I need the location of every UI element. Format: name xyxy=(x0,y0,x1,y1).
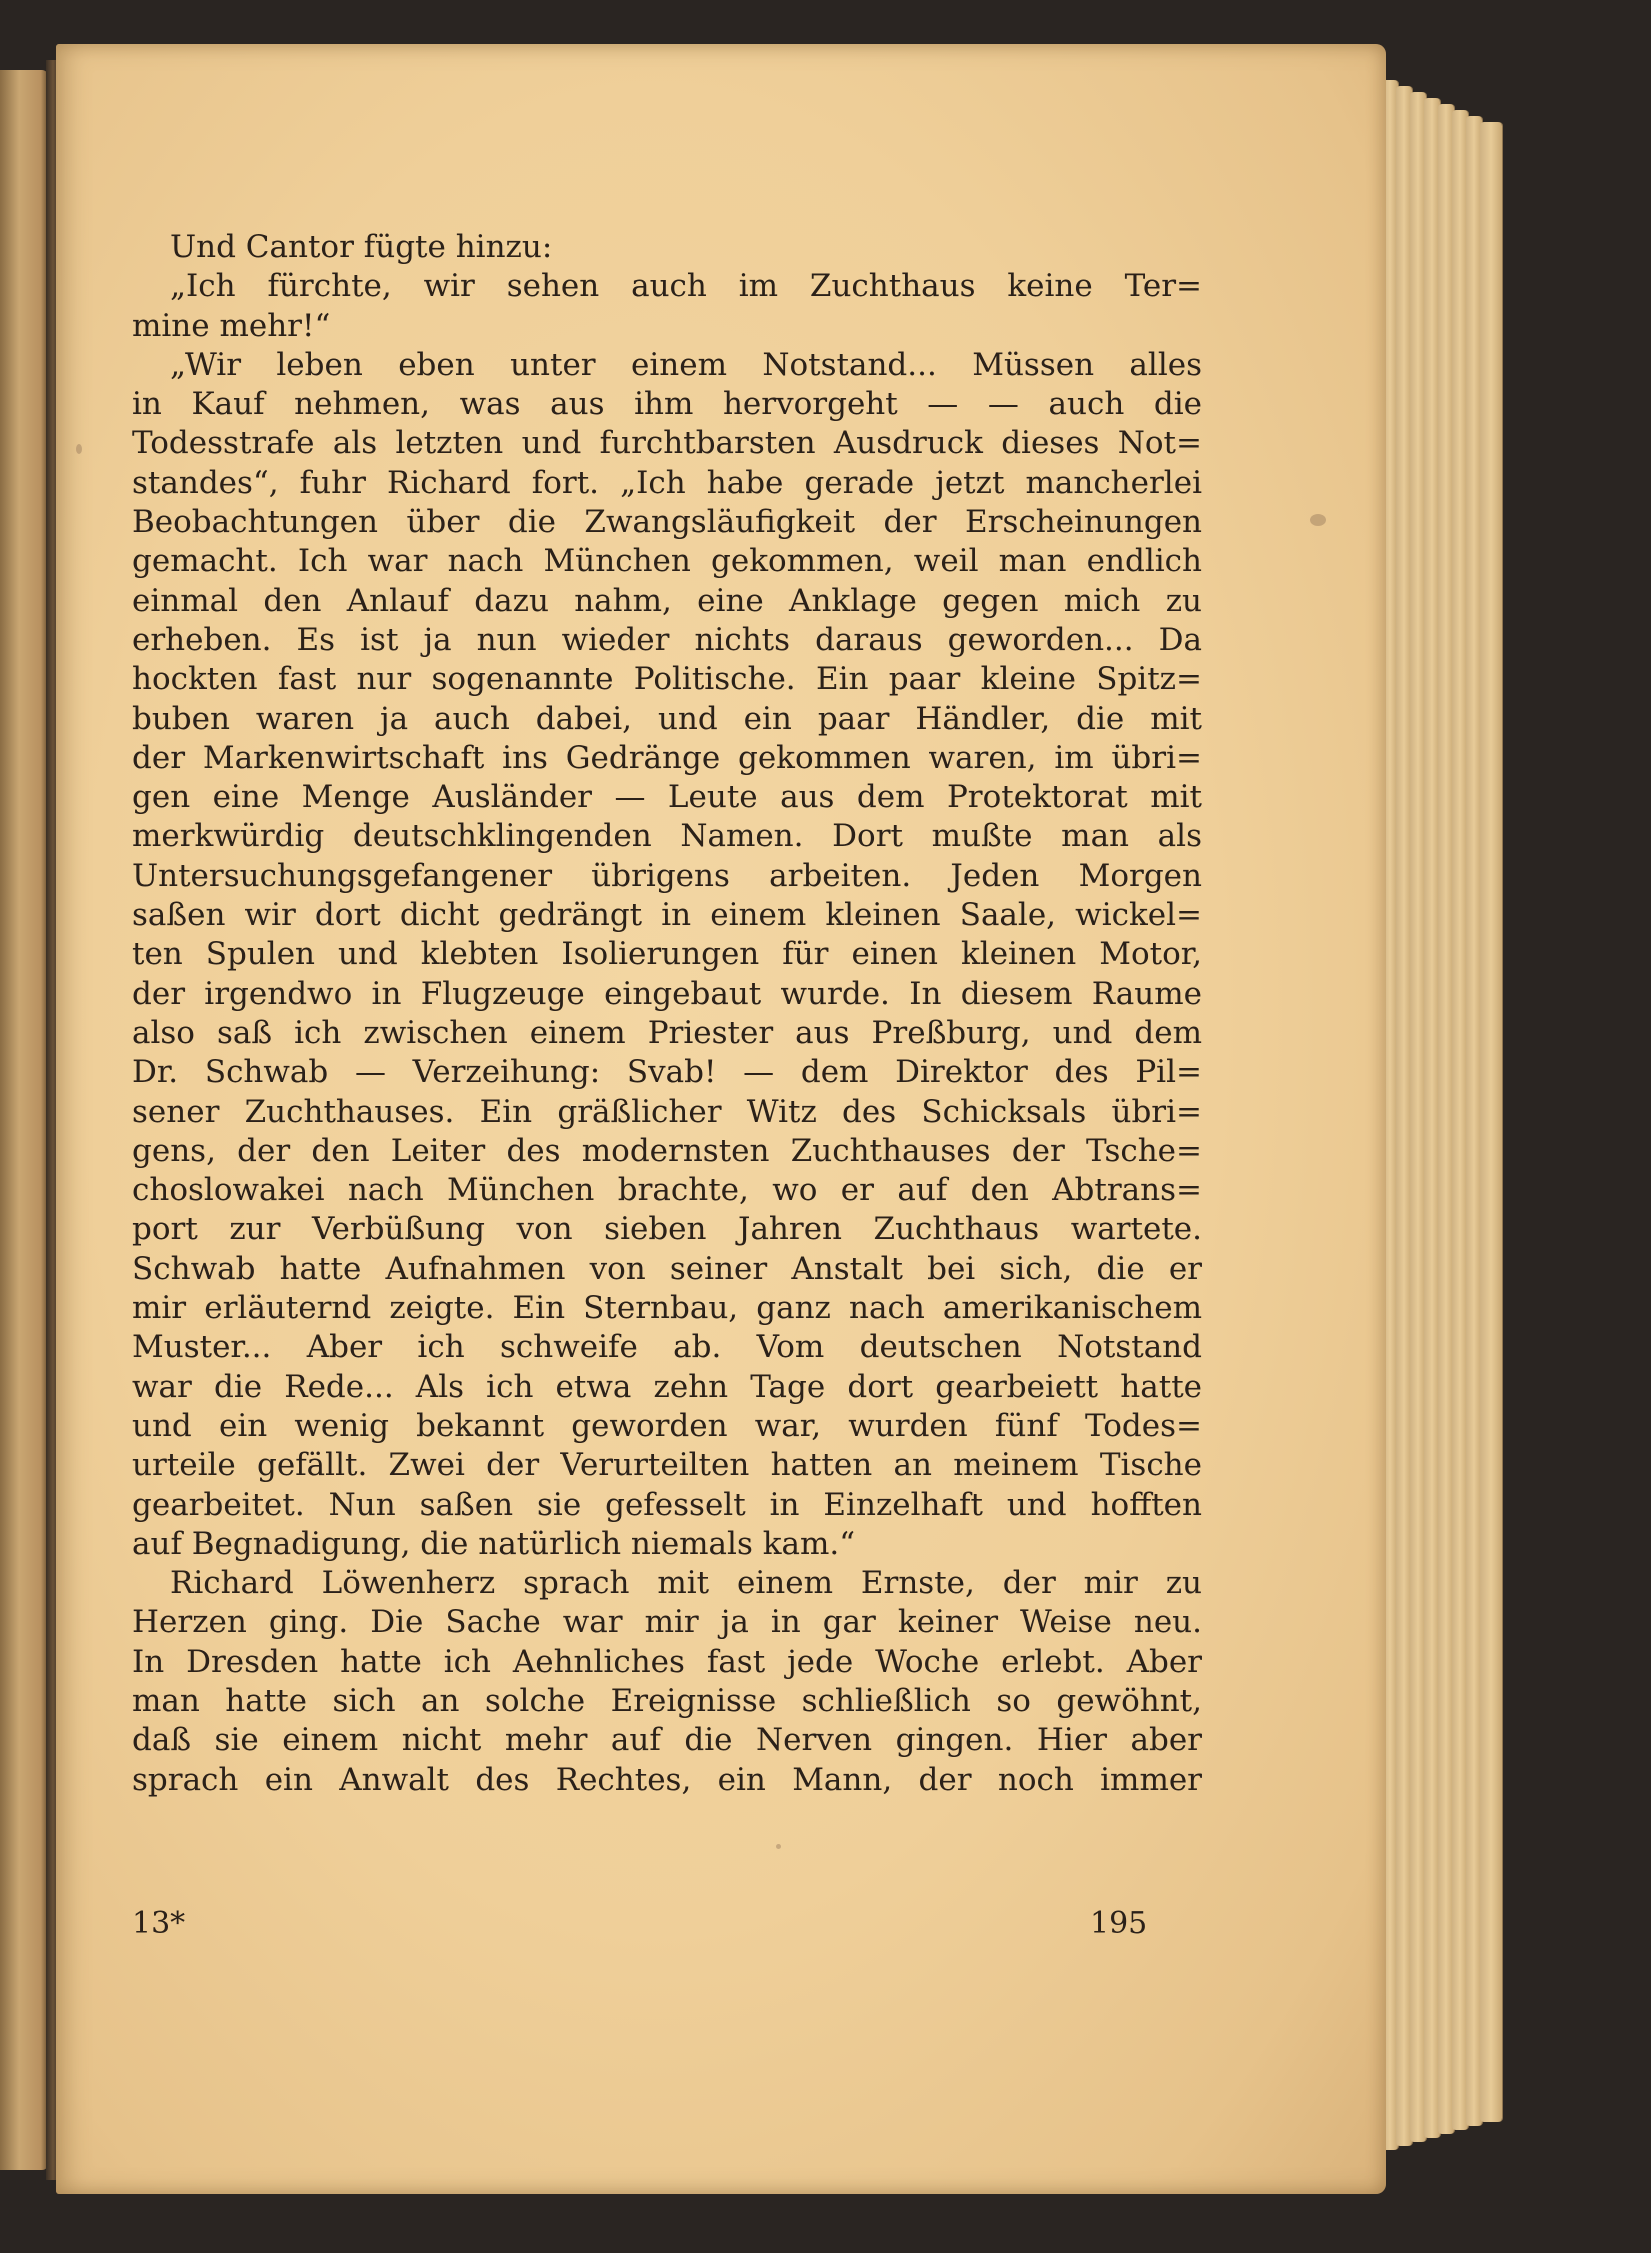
text-line: urteile gefällt. Zwei der Verurteilten hatten an meinem Tische xyxy=(132,1447,1202,1484)
text-line: standes“, fuhr Richard fort. „Ich habe gerade jetzt mancherlei xyxy=(132,464,1202,501)
paper-speck xyxy=(776,1844,781,1849)
signature-mark: 13* xyxy=(132,1906,186,1941)
text-line: „Ich fürchte, wir sehen auch im Zuchthaus keine Ter= xyxy=(170,268,1202,305)
paper-speck xyxy=(76,444,82,454)
text-line: der Markenwirtschaft ins Gedränge gekommen waren, im übri= xyxy=(132,739,1202,776)
text-line: Und Cantor fügte hinzu: xyxy=(170,229,553,265)
page-stack-edge xyxy=(1480,122,1502,2122)
text-line: in Kauf nehmen, was aus ihm hervorgeht — — auch die xyxy=(132,386,1202,423)
text-line: war die Rede... Als ich etwa zehn Tage dort gearbeiett hatte xyxy=(132,1368,1202,1405)
text-line: also saß ich zwischen einem Priester aus Preßburg, und dem xyxy=(132,1014,1202,1051)
text-line: erheben. Es ist ja nun wieder nichts daraus geworden... Da xyxy=(132,621,1202,658)
text-line: gens, der den Leiter des modernsten Zuchthauses der Tsche= xyxy=(132,1132,1202,1169)
text-line: In Dresden hatte ich Aehnliches fast jede Woche erlebt. Aber xyxy=(132,1643,1202,1680)
text-line: man hatte sich an solche Ereignisse schließlich so gewöhnt, xyxy=(132,1682,1202,1719)
text-line: Muster... Aber ich schweife ab. Vom deutschen Notstand xyxy=(132,1329,1202,1366)
text-line: der irgendwo in Flugzeuge eingebaut wurde. In diesem Raume xyxy=(132,975,1202,1012)
text-line: „Wir leben eben unter einem Notstand... Müssen alles xyxy=(170,346,1202,383)
paper-speck xyxy=(1310,514,1326,526)
text-line: Todesstrafe als letzten und furchtbarsten Ausdruck dieses Not= xyxy=(132,425,1202,462)
text-line: gemacht. Ich war nach München gekommen, weil man endlich xyxy=(132,543,1202,580)
text-line: daß sie einem nicht mehr auf die Nerven gingen. Hier aber xyxy=(132,1722,1202,1759)
text-line: Untersuchungsgefangener übrigens arbeiten. Jeden Morgen xyxy=(132,857,1202,894)
text-line: port zur Verbüßung von sieben Jahren Zuchthaus wartete. xyxy=(132,1211,1202,1248)
text-line: auf Begnadigung, die natürlich niemals kam.“ xyxy=(132,1525,856,1562)
facing-page-edge xyxy=(0,70,48,2170)
page-number: 195 xyxy=(1090,1906,1148,1941)
text-line: Beobachtungen über die Zwangsläufigkeit der Erscheinungen xyxy=(132,504,1202,541)
text-line: mine mehr!“ xyxy=(132,307,331,344)
text-line: Richard Löwenherz sprach mit einem Ernste, der mir zu xyxy=(170,1565,1202,1602)
text-line: merkwürdig deutschklingenden Namen. Dort mußte man als xyxy=(132,818,1202,855)
text-line: sprach ein Anwalt des Rechtes, ein Mann, der noch immer xyxy=(132,1761,1202,1798)
text-line: Schwab hatte Aufnahmen von seiner Anstalt bei sich, die er xyxy=(132,1250,1202,1287)
text-line: sener Zuchthauses. Ein gräßlicher Witz des Schicksals übri= xyxy=(132,1093,1202,1130)
text-line: Dr. Schwab — Verzeihung: Svab! — dem Direktor des Pil= xyxy=(132,1054,1202,1091)
text-line: gearbeitet. Nun saßen sie gefesselt in Einzelhaft und hofften xyxy=(132,1486,1202,1523)
body-text xyxy=(132,228,1202,1800)
text-line: und ein wenig bekannt geworden war, wurden fünf Todes= xyxy=(132,1407,1202,1444)
text-line: choslowakei nach München brachte, wo er auf den Abtrans= xyxy=(132,1172,1202,1209)
text-line: ten Spulen und klebten Isolierungen für einen kleinen Motor, xyxy=(132,936,1202,973)
text-line: saßen wir dort dicht gedrängt in einem kleinen Saale, wickel= xyxy=(132,897,1202,934)
text-line: mir erläuternd zeigte. Ein Sternbau, ganz nach amerikanischem xyxy=(132,1290,1202,1327)
text-line: Herzen ging. Die Sache war mir ja in gar keiner Weise neu. xyxy=(132,1604,1202,1641)
text-line: einmal den Anlauf dazu nahm, eine Anklage gegen mich zu xyxy=(132,582,1202,619)
text-line: hockten fast nur sogenannte Politische. Ein paar kleine Spitz= xyxy=(132,661,1202,698)
text-line: gen eine Menge Ausländer — Leute aus dem Protektorat mit xyxy=(132,779,1202,816)
text-line: buben waren ja auch dabei, und ein paar Händler, die mit xyxy=(132,700,1202,737)
